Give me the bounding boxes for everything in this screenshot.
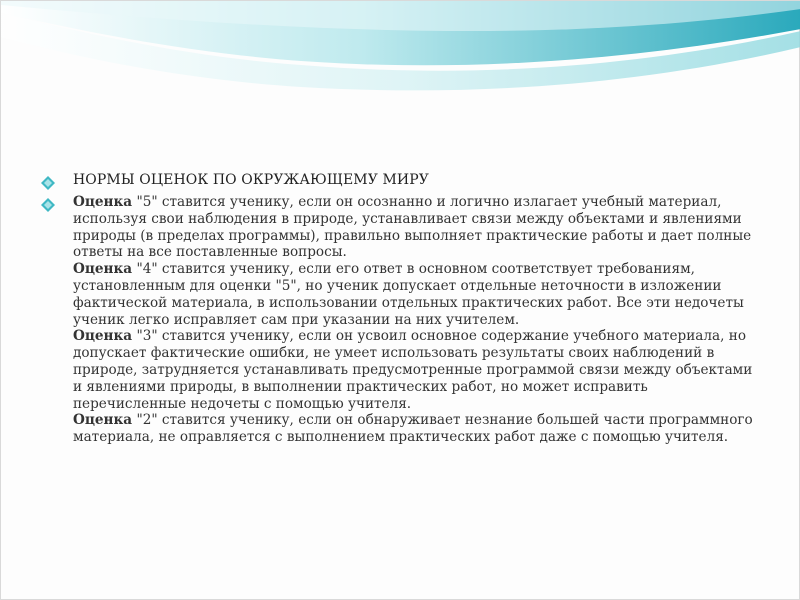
grade-4-text: ставится ученику, если его ответ в основном соответствует требованиям, установленным для оценки "5", но ученик допускает отдельные неточности в изложении фактической материала, в использовании отдельных практических работ. Все эти недочеты ученик легко исправляет сам при указании на них учителем. bbox=[73, 261, 744, 328]
grades-item bbox=[41, 194, 761, 446]
grade-3-text: ставится ученику, если он усвоил основное содержание учебного материала, но допускает фактические ошибки, не умеет использовать результаты своих наблюдений в природе, затрудняется устанавливать предусмотренные программой связи между объектами и явлениями природы, в выполнении практических работ, но может исправить перечисленные недочеты с помощью учителя. bbox=[73, 328, 753, 412]
grade-5-label: Оценка bbox=[73, 194, 133, 210]
grade-2-label: Оценка bbox=[73, 412, 133, 429]
grade-3-mark: "3" bbox=[136, 328, 158, 345]
diamond-bullet-icon bbox=[41, 176, 55, 190]
grade-5-paragraph bbox=[73, 194, 761, 261]
grade-3-paragraph bbox=[73, 328, 761, 412]
heading-item bbox=[41, 172, 761, 189]
grade-5-text: ставится ученику, если он осознанно и логично излагает учебный материал, используя свои наблюдения в природе, устанавливает связи между объектами и явлениями природы (в пределах программы), правильно выполняет практические работы и дает полные ответы на все поставленные вопросы. bbox=[73, 194, 752, 261]
grade-3-label: Оценка bbox=[73, 328, 133, 345]
grade-4-label: Оценка bbox=[73, 261, 133, 278]
wave-header-decoration bbox=[1, 1, 800, 111]
content-list bbox=[41, 172, 761, 446]
grade-2-text: ставится ученику, если он обнаруживает незнание большей части программного материала, не оправляется с выполнением практических работ даже с помощью учителя. bbox=[73, 412, 753, 446]
diamond-bullet-icon bbox=[41, 198, 55, 212]
grade-4-paragraph bbox=[73, 261, 761, 328]
grade-2-paragraph bbox=[73, 412, 761, 446]
heading-text: НОРМЫ ОЦЕНОК ПО ОКРУЖАЮЩЕМУ МИРУ bbox=[73, 172, 429, 188]
grade-4-mark: "4" bbox=[136, 261, 158, 278]
grade-2-mark: "2" bbox=[136, 412, 158, 429]
grade-5-mark: "5" bbox=[136, 194, 158, 210]
